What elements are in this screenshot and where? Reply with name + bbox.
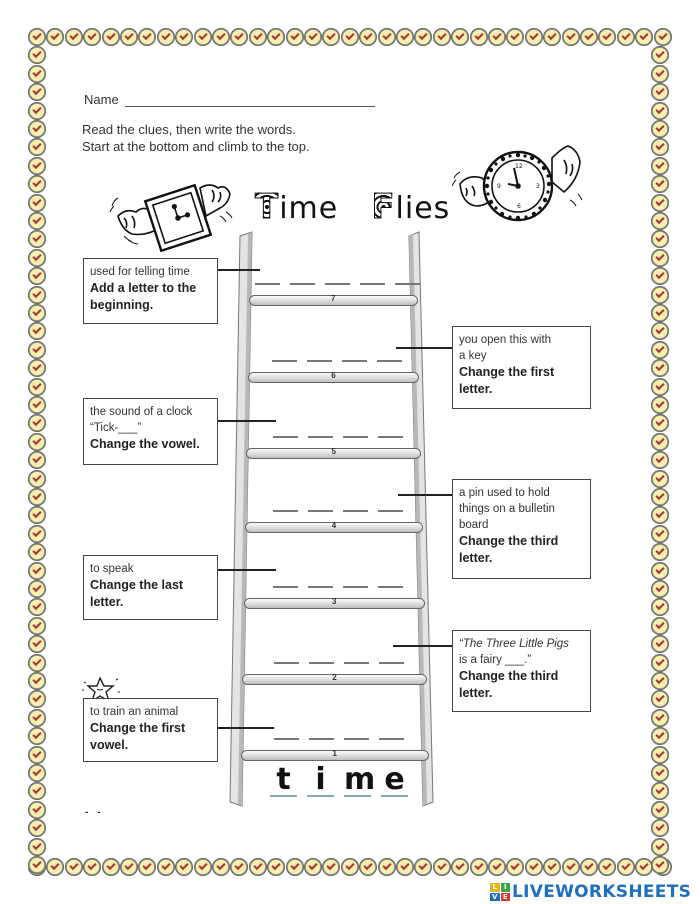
clock-border-icon: [651, 138, 669, 156]
ladder-rung: [248, 372, 420, 383]
clue-4-hint-1: a pin used to hold: [459, 487, 550, 499]
clock-border-icon: [28, 194, 46, 212]
clock-border-icon: [378, 858, 396, 876]
clock-border-icon: [194, 858, 212, 876]
svg-text:9: 9: [497, 183, 501, 190]
clock-border-icon: [506, 28, 524, 46]
clock-border-icon: [651, 322, 669, 340]
instruction-line-1: Read the clues, then write the words.: [82, 122, 296, 137]
clock-border-icon: [212, 28, 230, 46]
clock-border-icon: [562, 858, 580, 876]
connector-1: [218, 727, 274, 729]
clock-border-icon: [651, 470, 669, 488]
rung-number: 1: [332, 749, 337, 758]
brand-letter: L: [490, 883, 500, 892]
clock-border-icon: [651, 304, 669, 322]
clock-border-icon: [28, 654, 46, 672]
clock-border-icon: [28, 451, 46, 469]
answer-blank-group[interactable]: [273, 586, 403, 588]
letter-blank[interactable]: [273, 436, 298, 438]
clue-box-7: [83, 258, 218, 324]
clock-border-icon: [138, 858, 156, 876]
clock-border-icon: [28, 65, 46, 83]
clock-border-icon: [506, 858, 524, 876]
clock-border-icon: [598, 858, 616, 876]
brand-letter: V: [490, 893, 500, 902]
clock-border-icon: [322, 28, 340, 46]
clock-border-icon: [28, 83, 46, 101]
clock-border-icon: [488, 28, 506, 46]
clock-border-icon: [28, 414, 46, 432]
clock-border-icon: [651, 359, 669, 377]
clock-border-icon: [28, 782, 46, 800]
clue-5-rule: Change the vowel.: [90, 437, 200, 451]
clock-border-icon: [28, 598, 46, 616]
page-title: [255, 187, 450, 227]
title-cap-f: F: [371, 187, 396, 227]
name-line[interactable]: [125, 95, 375, 107]
answer-blank-group[interactable]: [273, 510, 403, 512]
winged-square-clock-icon: [108, 176, 240, 256]
brand-text: LIVEWORKSHEETS: [512, 882, 692, 902]
letter-blank[interactable]: [378, 586, 403, 588]
clock-border-icon: [28, 525, 46, 543]
start-letter: m: [344, 762, 376, 797]
letter-blank[interactable]: [309, 738, 334, 740]
letter-blank[interactable]: [290, 283, 315, 285]
clue-6-rule-1: Change the first: [459, 365, 555, 379]
clue-5-hint-1: the sound of a clock: [90, 406, 193, 418]
clue-2-hint-title: “The Three Little Pigs: [459, 638, 569, 650]
clock-border-icon: [28, 304, 46, 322]
clock-border-icon: [651, 230, 669, 248]
clue-3-rule-2: letter.: [90, 595, 124, 609]
connector-6: [396, 347, 452, 349]
letter-blank[interactable]: [395, 283, 420, 285]
winged-round-clock-icon: [452, 134, 592, 234]
clock-border-icon: [651, 801, 669, 819]
clue-7-rule-2: beginning.: [90, 298, 154, 312]
rung-number: 5: [331, 447, 336, 456]
clue-5-hint-2: “Tick-___”: [90, 422, 142, 434]
clock-border-icon: [28, 378, 46, 396]
clock-border-icon: [249, 28, 267, 46]
clock-border-icon: [212, 858, 230, 876]
clock-border-icon: [249, 858, 267, 876]
clock-border-icon: [598, 28, 616, 46]
clock-border-icon: [580, 858, 598, 876]
clock-border-icon: [28, 764, 46, 782]
clock-border-icon: [635, 28, 653, 46]
clock-border-icon: [580, 28, 598, 46]
clock-border-icon: [28, 562, 46, 580]
clock-border-icon: [175, 858, 193, 876]
start-letter: e: [381, 765, 408, 797]
letter-blank[interactable]: [308, 436, 333, 438]
clock-border-icon: [28, 801, 46, 819]
clock-border-icon: [433, 858, 451, 876]
clock-border-icon: [651, 617, 669, 635]
clock-border-icon: [28, 580, 46, 598]
clock-border-icon: [651, 580, 669, 598]
clock-border-icon: [28, 267, 46, 285]
clock-border-icon: [341, 858, 359, 876]
letter-blank[interactable]: [343, 436, 368, 438]
rung-number: 4: [331, 521, 337, 530]
clock-border-icon: [651, 120, 669, 138]
letter-blank[interactable]: [307, 360, 332, 362]
clue-6-hint-2: a key: [459, 350, 487, 362]
clock-border-icon: [651, 690, 669, 708]
letter-blank[interactable]: [274, 662, 299, 664]
clock-border-icon: [651, 856, 669, 874]
letter-blank[interactable]: [343, 586, 368, 588]
clock-border-icon: [470, 858, 488, 876]
clue-2-hint: is a fairy ___.”: [459, 654, 532, 666]
clock-border-icon: [525, 28, 543, 46]
clock-border-icon: [470, 28, 488, 46]
clock-border-icon: [651, 341, 669, 359]
clock-border-icon: [28, 322, 46, 340]
clock-border-icon: [28, 341, 46, 359]
clue-6-hint-1: you open this with: [459, 334, 552, 346]
answer-blank-group[interactable]: [274, 662, 404, 664]
connector-7: [218, 269, 260, 271]
connector-4: [398, 494, 452, 496]
letter-blank[interactable]: [344, 662, 369, 664]
clock-border-icon: [651, 396, 669, 414]
liveworksheets-logo[interactable]: [490, 882, 691, 902]
letter-blank[interactable]: [378, 436, 403, 438]
title-word-2-rest: lies: [395, 191, 451, 226]
clue-4-hint-3: board: [459, 519, 489, 531]
clock-border-icon: [28, 359, 46, 377]
clock-border-icon: [28, 746, 46, 764]
clock-border-icon: [267, 28, 285, 46]
letter-blank[interactable]: [272, 360, 297, 362]
clock-border-icon: [651, 672, 669, 690]
clue-4-hint-2: things on a bulletin: [459, 503, 555, 515]
ladder-rung: [246, 448, 421, 459]
clock-border-icon: [651, 157, 669, 175]
clock-border-icon: [543, 858, 561, 876]
clock-border-icon: [651, 175, 669, 193]
letter-blank[interactable]: [378, 510, 403, 512]
clock-border-icon: [28, 396, 46, 414]
clock-border-icon: [28, 212, 46, 230]
clock-border-icon: [651, 65, 669, 83]
ladder-rung: [245, 522, 423, 533]
name-label: Name: [84, 92, 119, 107]
clue-2-rule-1: Change the third: [459, 669, 559, 683]
answer-blank-group[interactable]: [255, 283, 420, 285]
clock-border-icon: [543, 28, 561, 46]
clock-border-icon: [28, 46, 46, 64]
letter-blank[interactable]: [379, 662, 404, 664]
ladder-rung: [249, 295, 418, 306]
clue-3-rule-1: Change the last: [90, 578, 184, 592]
letter-blank[interactable]: [379, 738, 404, 740]
clock-border-icon: [525, 858, 543, 876]
clock-border-icon: [651, 598, 669, 616]
clock-border-icon: [433, 28, 451, 46]
clock-border-icon: [28, 249, 46, 267]
clock-border-icon: [651, 525, 669, 543]
clock-border-icon: [28, 175, 46, 193]
clock-border-icon: [28, 286, 46, 304]
letter-blank[interactable]: [273, 586, 298, 588]
start-letter: t: [270, 765, 297, 797]
clock-border-icon: [651, 102, 669, 120]
clock-border-icon: [654, 28, 672, 46]
clock-border-icon: [28, 230, 46, 248]
rung-number: 2: [332, 673, 337, 682]
clock-border-icon: [396, 28, 414, 46]
clock-border-icon: [28, 690, 46, 708]
clock-border-icon: [65, 28, 83, 46]
title-cap-t: T: [255, 187, 280, 227]
clock-border-icon: [651, 562, 669, 580]
clock-border-icon: [28, 819, 46, 837]
clock-border-icon: [28, 709, 46, 727]
clock-border-icon: [322, 858, 340, 876]
ladder-right-rail: [405, 228, 437, 810]
clock-border-icon: [651, 819, 669, 837]
clue-box-4: [452, 479, 591, 579]
clock-border-icon: [28, 672, 46, 690]
clock-border-icon: [651, 212, 669, 230]
clock-border-icon: [651, 654, 669, 672]
clock-border-icon: [28, 635, 46, 653]
ladder-left-rail: [226, 228, 256, 810]
letter-blank[interactable]: [309, 662, 334, 664]
clock-border-icon: [28, 506, 46, 524]
clock-border-icon: [157, 858, 175, 876]
clock-border-icon: [651, 838, 669, 856]
clock-border-icon: [651, 267, 669, 285]
clock-border-icon: [562, 28, 580, 46]
clock-border-icon: [359, 858, 377, 876]
clock-border-icon: [396, 858, 414, 876]
stray-mark: - -: [85, 807, 104, 818]
clock-border-icon: [28, 488, 46, 506]
clock-border-icon: [651, 433, 669, 451]
clock-border-icon: [28, 138, 46, 156]
clock-border-icon: [651, 782, 669, 800]
clock-border-icon: [194, 28, 212, 46]
clock-border-icon: [488, 858, 506, 876]
answer-blank-group[interactable]: [273, 436, 403, 438]
clue-6-rule-2: letter.: [459, 382, 493, 396]
clue-box-5: [83, 398, 218, 465]
connector-5: [218, 420, 276, 422]
letter-blank[interactable]: [255, 283, 280, 285]
clue-1-rule-1: Change the first: [90, 721, 186, 735]
clock-border-icon: [651, 378, 669, 396]
svg-text:3: 3: [536, 183, 540, 190]
letter-blank[interactable]: [360, 283, 385, 285]
connector-2: [393, 645, 452, 647]
clock-border-icon: [175, 28, 193, 46]
clock-border-icon: [83, 858, 101, 876]
clock-border-icon: [651, 83, 669, 101]
letter-blank[interactable]: [342, 360, 367, 362]
letter-blank[interactable]: [308, 586, 333, 588]
clue-3-hint: to speak: [90, 563, 134, 575]
start-word: [270, 762, 408, 797]
clock-border-icon: [65, 858, 83, 876]
clock-border-icon: [651, 709, 669, 727]
brand-letter: I: [501, 883, 511, 892]
letter-blank[interactable]: [273, 510, 298, 512]
clue-1-rule-2: vowel.: [90, 738, 129, 752]
clock-border-icon: [157, 28, 175, 46]
clock-border-icon: [651, 543, 669, 561]
clock-border-icon: [120, 858, 138, 876]
clock-border-icon: [651, 506, 669, 524]
start-letter: i: [307, 765, 334, 797]
answer-blank-group[interactable]: [274, 738, 404, 740]
clock-border-icon: [304, 28, 322, 46]
clue-4-rule-2: letter.: [459, 551, 493, 565]
clock-border-icon: [304, 858, 322, 876]
clue-2-rule-2: letter.: [459, 686, 493, 700]
connector-3: [218, 569, 276, 571]
clue-7-rule-1: Add a letter to the: [90, 281, 197, 295]
clock-border-icon: [28, 543, 46, 561]
letter-blank[interactable]: [343, 510, 368, 512]
clue-1-hint: to train an animal: [90, 706, 179, 718]
clock-border-icon: [28, 617, 46, 635]
letter-blank[interactable]: [377, 360, 402, 362]
clock-border-icon: [138, 28, 156, 46]
clock-border-icon: [651, 727, 669, 745]
svg-text:6: 6: [517, 203, 521, 210]
letter-blank[interactable]: [344, 738, 369, 740]
clock-border-icon: [651, 414, 669, 432]
svg-text:12: 12: [515, 163, 523, 170]
ladder-rung: [244, 598, 425, 609]
clue-box-3: [83, 555, 218, 620]
clue-4-rule-1: Change the third: [459, 534, 559, 548]
clock-border-icon: [651, 286, 669, 304]
clock-border-icon: [28, 157, 46, 175]
name-field[interactable]: [84, 92, 375, 107]
clock-border-icon: [28, 838, 46, 856]
title-word-1-rest: ime: [279, 191, 339, 226]
clock-border-icon: [46, 28, 64, 46]
clock-border-icon: [28, 727, 46, 745]
clock-border-icon: [83, 28, 101, 46]
clue-7-hint: used for telling time: [90, 266, 190, 278]
clock-border-icon: [617, 28, 635, 46]
clock-border-icon: [451, 858, 469, 876]
clock-border-icon: [230, 28, 248, 46]
clue-box-2: [452, 630, 591, 712]
clock-border-icon: [28, 102, 46, 120]
clock-border-icon: [28, 120, 46, 138]
letter-blank[interactable]: [325, 283, 350, 285]
clock-border-icon: [120, 28, 138, 46]
clock-border-icon: [651, 488, 669, 506]
ladder-rung: [242, 674, 426, 685]
clock-border-icon: [286, 858, 304, 876]
liveworksheets-icon: [490, 883, 510, 901]
rung-number: 3: [332, 597, 337, 606]
clock-border-icon: [102, 28, 120, 46]
clock-border-icon: [46, 858, 64, 876]
clock-border-icon: [28, 470, 46, 488]
letter-blank[interactable]: [308, 510, 333, 512]
clock-border-icon: [359, 28, 377, 46]
clock-border-icon: [28, 433, 46, 451]
clock-border-icon: [414, 28, 432, 46]
clue-box-6: [452, 326, 591, 409]
clock-border-icon: [230, 858, 248, 876]
clock-border-icon: [451, 28, 469, 46]
clock-border-icon: [28, 28, 46, 46]
ladder-rung: [241, 750, 429, 761]
instructions: [82, 121, 310, 155]
clock-border-icon: [651, 451, 669, 469]
clue-box-1: [83, 698, 218, 762]
clock-border-icon: [102, 858, 120, 876]
clock-border-icon: [341, 28, 359, 46]
clock-border-icon: [617, 858, 635, 876]
clock-border-icon: [651, 746, 669, 764]
instruction-line-2: Start at the bottom and climb to the top.: [82, 139, 310, 154]
rung-number: 7: [330, 294, 336, 303]
clock-border-icon: [651, 764, 669, 782]
answer-blank-group[interactable]: [272, 360, 402, 362]
clock-border-icon: [651, 249, 669, 267]
clock-border-icon: [267, 858, 285, 876]
clock-border-icon: [28, 856, 46, 874]
clock-border-icon: [378, 28, 396, 46]
clock-border-icon: [651, 46, 669, 64]
clock-border-icon: [651, 635, 669, 653]
clock-border-icon: [286, 28, 304, 46]
rung-number: 6: [331, 371, 336, 380]
clock-border-icon: [414, 858, 432, 876]
brand-letter: E: [501, 893, 511, 902]
clock-border-icon: [651, 194, 669, 212]
letter-blank[interactable]: [274, 738, 299, 740]
